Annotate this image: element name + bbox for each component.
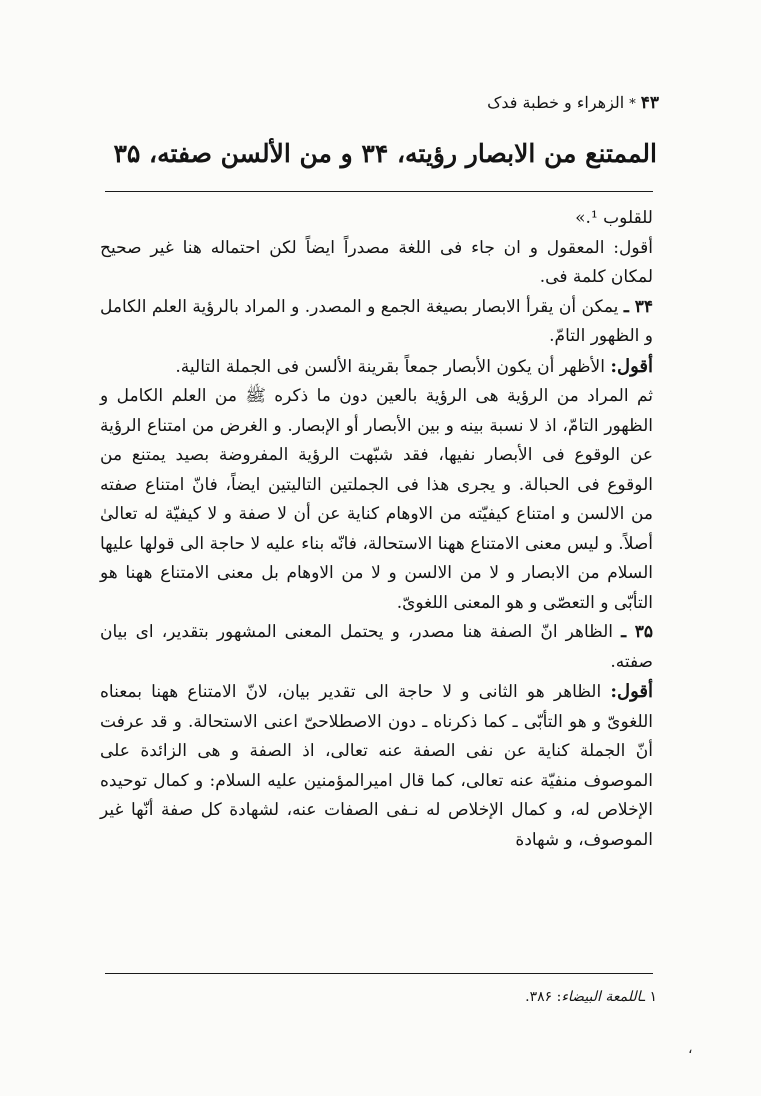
- page-number: ۴۳: [640, 93, 659, 113]
- paragraph: [100, 204, 653, 234]
- paragraph: [100, 677, 653, 855]
- paragraph-text: الظاهر هو الثانی و لا حاجة الی تقدیر بیان، لانّ الامتناع ههنا بمعناه اللغویّ و هو التأبّی ـ کما ذکرناه ـ دون الاصطلاحیّ اعنی الاستحالة. و قد عرفت أنّ الجملة کنایة عن نفی الصفة عنه تعالی، اذ الصفة و هی الزائدة علی الموصوف منفیّة عنه تعالی، کما قال امیرالمؤمنین علیه السلام: و کمال توحیده الإخلاص له، و کمال الإخلاص له نـفی الصفات عنه، لشهادة کل صفة أنّها غیر الموصوف، و شهادة: [100, 682, 653, 850]
- star-separator-icon: *: [629, 97, 636, 112]
- paragraph: [100, 234, 653, 293]
- stray-mark: ،: [688, 1041, 693, 1057]
- top-divider: [105, 191, 653, 192]
- footnote-divider: [105, 973, 653, 974]
- book-title: الزهراء و خطبة فدک: [487, 93, 625, 112]
- note-number: ۳۵ ـ: [621, 622, 654, 642]
- aqulu-label: أقول:: [610, 681, 654, 702]
- footnote-source: اللمعة البیضاء: [561, 989, 641, 1005]
- aqulu-label: أقول:: [610, 355, 653, 377]
- paragraph-text: أقول: المعقول و ان جاء فی اللغة مصدراً ایضاً لکن احتماله هنا غیر صحیح لمکان کلمة فی.: [100, 237, 653, 287]
- footnote-page: : ۳۸۶.: [525, 989, 562, 1005]
- running-head: [259, 93, 659, 115]
- footnote-dash: ـ: [640, 989, 646, 1005]
- footnote: [117, 988, 657, 1006]
- sermon-text: الممتنع من الابصار رؤیته، ۳۴ و من الألسن صفته، ۳۵: [113, 139, 657, 168]
- paragraph: [100, 293, 653, 352]
- paragraph: [100, 618, 653, 677]
- footnote-number: ۱: [649, 989, 657, 1005]
- paragraph: [100, 382, 653, 618]
- paragraph: [100, 352, 653, 383]
- paragraph-text: للقلوب ¹.»: [575, 208, 653, 228]
- note-number: ۳۴ ـ: [623, 296, 653, 317]
- paragraph-text: الأظهر أن یکون الأبصار جمعاً بقرینة الألسن فی الجملة التالیة.: [175, 356, 605, 377]
- paragraph-text: یمکن أن یقرأ الابصار بصیغة الجمع و المصدر. و المراد بالرؤیة العلم الکامل و الظهور التامّ.: [100, 296, 653, 346]
- commentary-body: [100, 204, 653, 855]
- paragraph-text: ثم المراد من الرؤیة هی الرؤیة بالعین دون ما ذکره ﷺ من العلم الکامل و الظهور التامّ، اذ لا نسبة بینه و بین الأبصار أو الإبصار. و الغرض من امتناع الرؤیة عن الوقوع فی الأبصار نفیها، فقد شبّهت الرؤیة المفروضة بصید یمتنع من الوقوع فی الحبالة. و یجری هذا فی الجملتین التالیتین ایضاً، فانّ امتناع صفته من الالسن و امتناع کیفیّته من الاوهام کنایة عن أن لا صفة و لا کیفیّة له تعالیٰ أصلاً. و لیس معنی الامتناع ههنا الاستحالة، فانّه بناء علیه لا حاجة الی قولها علیها السلام من الابصار و لا من الالسن و لا من الاوهام بل معنی الامتناع ههنا هو التأبّی و التعصّی و هو المعنی اللغویّ.: [100, 386, 653, 613]
- paragraph-text: الظاهر انّ الصفة هنا مصدر، و یحتمل المعنی المشهور بتقدیر، ای بیان صفته.: [100, 622, 653, 672]
